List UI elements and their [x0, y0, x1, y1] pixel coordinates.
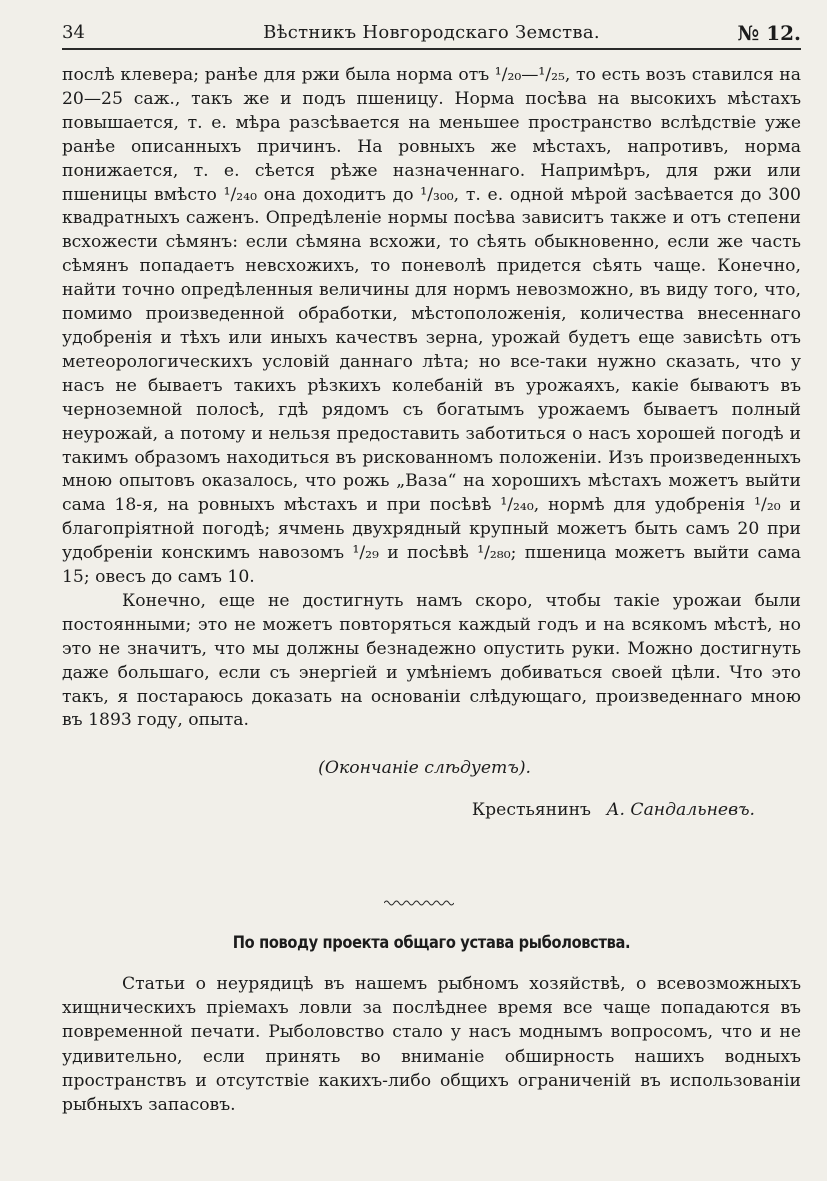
signature-name: А. Сандальневъ.: [606, 800, 755, 821]
issue-number: № 12.: [737, 21, 801, 45]
article-body: [62, 64, 801, 823]
section-body: [62, 972, 801, 1117]
wavy-divider: [384, 899, 454, 907]
article-paragraph-2: Конечно, еще не достигнуть намъ скоро, чтобы такіе урожаи были постоянными; это не можетъ повторяться каждый годъ и на всякомъ мѣстѣ, но это не значитъ, что мы должны безнадежно опустить руки. Можно достигнуть даже большаго, если съ энергіей и умѣніемъ добиваться своей цѣли. Что это такъ, я постараюсь доказать на основаніи слѣдующаго, произведеннаго мною въ 1893 году, опыта.: [62, 590, 801, 731]
page-number: 34: [62, 22, 85, 43]
continuation-note: (Окончаніе слѣдуетъ).: [318, 758, 531, 779]
section-title: По поводу проекта общаго устава рыболовства.: [232, 933, 631, 953]
signature-prefix: Крестьянинъ: [471, 800, 591, 821]
running-header: [62, 18, 801, 50]
article-paragraph-1: послѣ клевера; ранѣе для ржи была норма отъ ¹/₂₀—¹/₂₅, то есть возъ ставился на 20—25 саж., такъ же и подъ пшеницу. Норма посѣва на высокихъ мѣстахъ повышается, т. е. мѣра разсѣвается на меньшее пространство вслѣдствіе уже ранѣе описанныхъ причинъ. На ровныхъ же мѣстахъ, напротивъ, норма понижается, т. е. сѣется рѣже назначеннаго. Напримѣръ, для ржи или пшеницы вмѣсто ¹/₂₄₀ она доходитъ до ¹/₃₀₀, т. е. одной мѣрой засѣвается до 300 квадратныхъ саженъ. Опредѣленіе нормы посѣва зависитъ также и отъ степени всхожести сѣмянъ: если сѣмяна всхожи, то сѣять обыкновенно, если же часть сѣмянъ попадаетъ невсхожихъ, то поневолѣ придется сѣять чаще. Конечно, найти точно опредѣленныя величины для нормъ невозможно, въ виду того, что, помимо произведенной обработки, мѣстоположенія, количества внесеннаго удобренія и тѣхъ или иныхъ качествъ зерна, урожай будетъ еще зависѣть отъ метеорологическихъ условій даннаго лѣта; но все-таки нужно сказать, что у насъ не бываетъ такихъ рѣзкихъ колебаній въ урожаяхъ, какіе бываютъ въ черноземной полосѣ, гдѣ рядомъ съ богатымъ урожаемъ бываетъ полный неурожай, а потому и нельзя предоставить заботиться о насъ хорошей погодѣ и такимъ образомъ находиться въ рискованномъ положеніи. Изъ произведенныхъ мною опытовъ оказалось, что рожь „Ваза“ на хорошихъ мѣстахъ можетъ выйти сама 18-я, на ровныхъ мѣстахъ и при посѣвѣ ¹/₂₄₀, нормѣ для удобренія ¹/₂₀ и благопріятной погодѣ; ячмень двухрядный крупный можетъ быть самъ 20 при удобреніи конскимъ навозомъ ¹/₂₉ и посѣвѣ ¹/₂₈₀; пшеница можетъ выйти сама 15; овесъ до самъ 10.: [62, 65, 801, 588]
author-signature: [62, 799, 755, 823]
section-paragraph-1: Статьи о неурядицѣ въ нашемъ рыбномъ хозяйствѣ, о всевозможныхъ хищническихъ пріемахъ ловли за послѣднее время все чаще попадаются въ повременной печати. Рыболовство стало у насъ моднымъ вопросомъ, что и не удивительно, если принять во вниманіе обширность нашихъ водныхъ пространствъ и отсутствіе какихъ-либо общихъ ограниченій въ использованіи рыбныхъ запасовъ.: [62, 974, 801, 1116]
journal-title: Вѣстникъ Новгородскаго Земства.: [263, 22, 600, 43]
